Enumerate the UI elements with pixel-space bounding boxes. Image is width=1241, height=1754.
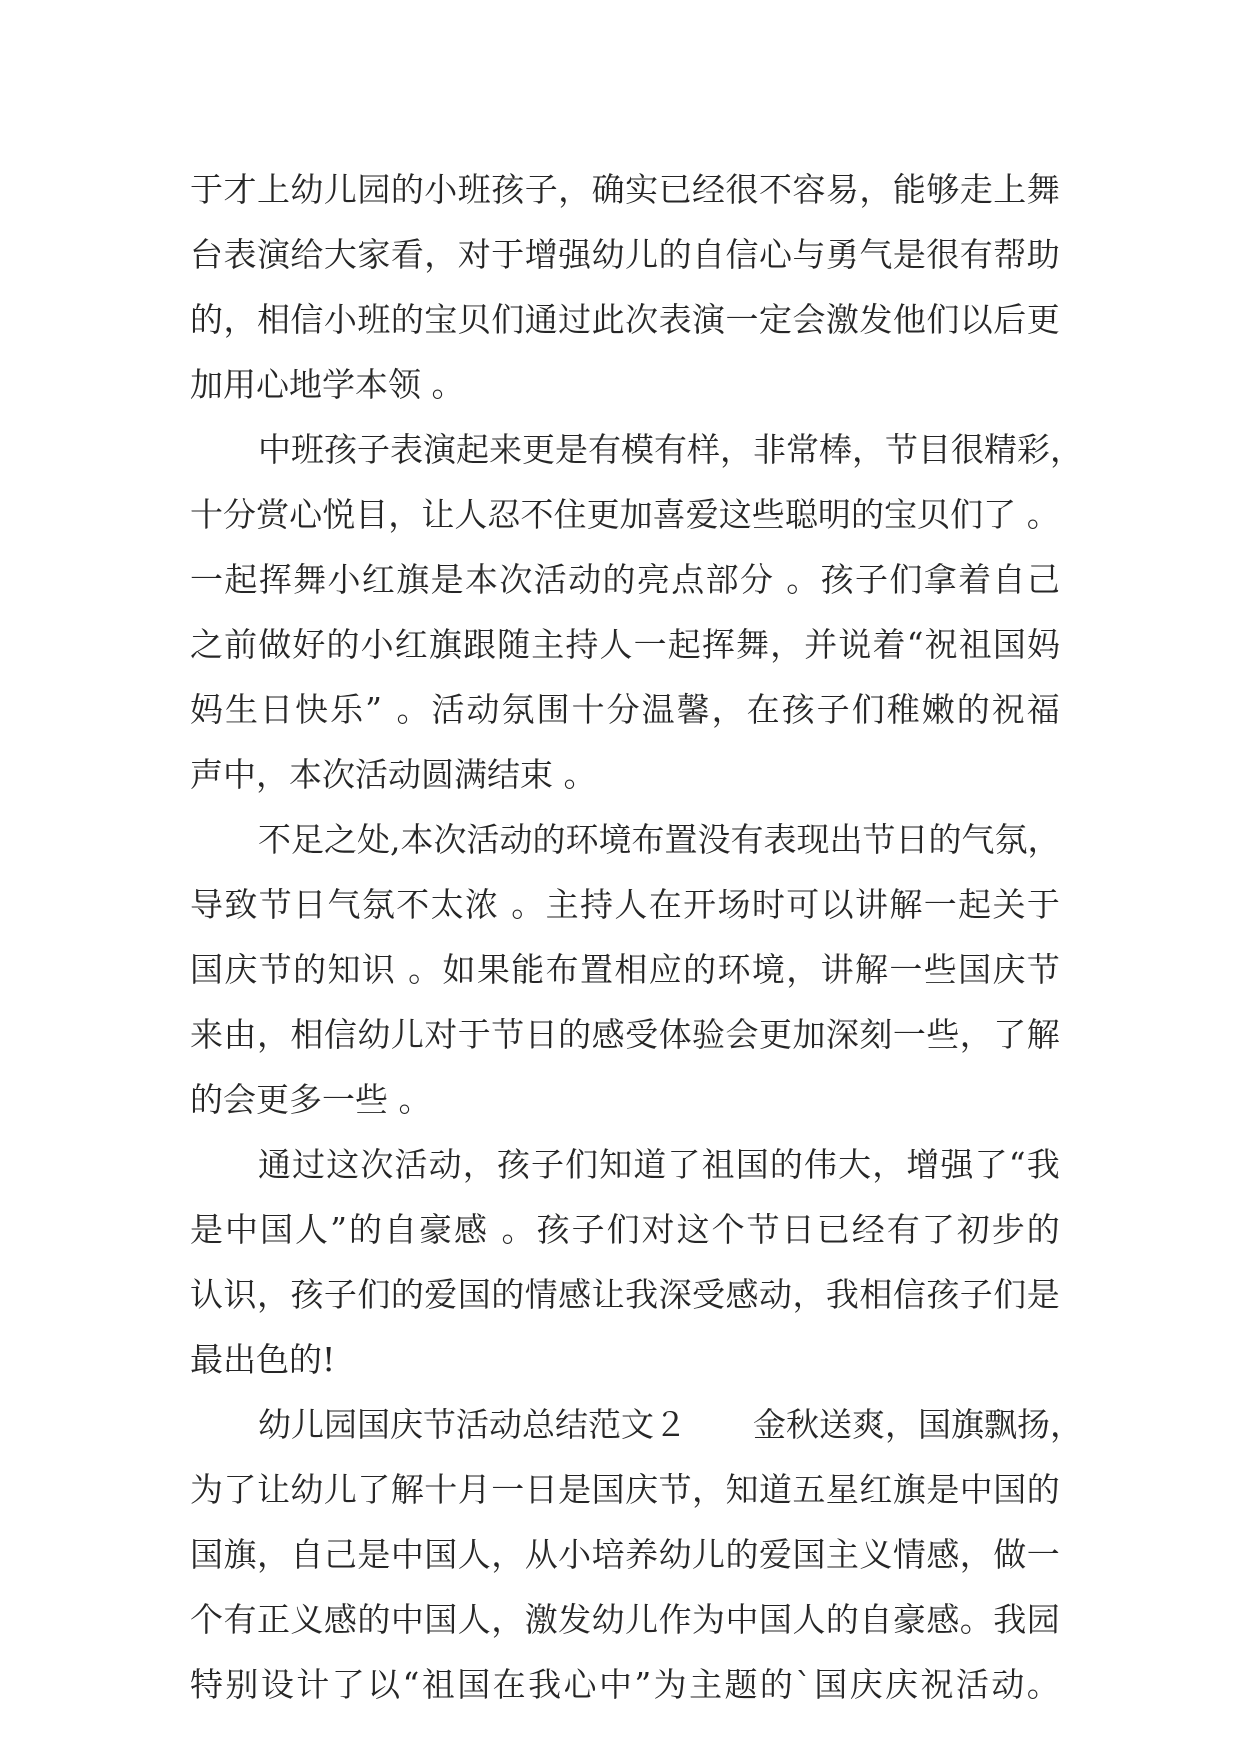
text-line: 来 由 ， 相 信 幼 儿 对 于 节 日 的 感 受 体 验 会 更 加 深 刻 一 些 ， 了 解 [190, 1015, 1060, 1054]
text-line: 台 表 演 给 大 家 看 ， 对 于 增 强 幼 儿 的 自 信 心 与 勇 气 是 很 有 帮 助 [190, 235, 1060, 274]
text-line: 为 了 让 幼 儿 了 解 十 月 一 日 是 国 庆 节 ， 知 道 五 星 红 旗 是 中 国 的 [190, 1470, 1060, 1509]
text-line: 国 旗 ， 自 己 是 中 国 人 ， 从 小 培 养 幼 儿 的 爱 国 主 义 情 感 ， 做 一 [190, 1535, 1060, 1574]
text-line: 国 庆 节 的 知 识 。 如 果 能 布 置 相 应 的 环 境 ， 讲 解 一 些 国 庆 节 [190, 950, 1060, 989]
text-line: 特 别 设 计 了 以 “ 祖 国 在 我 心 中 ” 为 主 题 的 ` 国 庆 庆 祝 活 动 。 [190, 1665, 1060, 1704]
text-line: 加 用 心 地 学 本 领 。 [190, 365, 465, 404]
text-line: 认 识 ， 孩 子 们 的 爱 国 的 情 感 让 我 深 受 感 动 ， 我 相 信 孩 子 们 是 [190, 1275, 1060, 1314]
body-text [190, 157, 1083, 1717]
text-line: 不 足 之 处 , 本 次 活 动 的 环 境 布 置 没 有 表 现 出 节 日 的 气 氛 ， [258, 820, 1061, 859]
text-line: 于 才 上 幼 儿 园 的 小 班 孩 子 ， 确 实 已 经 很 不 容 易 ， 能 够 走 上 舞 [190, 170, 1060, 209]
text-line: 之 前 做 好 的 小 红 旗 跟 随 主 持 人 一 起 挥 舞 ， 并 说 着 “ 祝 祖 国 妈 [190, 625, 1060, 664]
text-line: 十 分 赏 心 悦 目 ， 让 人 忍 不 住 更 加 喜 爱 这 些 聪 明 的 宝 贝 们 了 。 [190, 495, 1060, 534]
text-line: 通 过 这 次 活 动 ， 孩 子 们 知 道 了 祖 国 的 伟 大 ， 增 强 了 “ 我 [258, 1145, 1060, 1184]
text-line: 个 有 正 义 感 的 中 国 人 ， 激 发 幼 儿 作 为 中 国 人 的 自 豪 感 。 我 园 [190, 1600, 1060, 1639]
text-line: 导 致 节 日 气 氛 不 太 浓 。 主 持 人 在 开 场 时 可 以 讲 解 一 起 关 于 [190, 885, 1060, 924]
text-line: 中 班 孩 子 表 演 起 来 更 是 有 模 有 样 ， 非 常 棒 ， 节 目 很 精 彩 ， [258, 430, 1083, 469]
text-line: 一 起 挥 舞 小 红 旗 是 本 次 活 动 的 亮 点 部 分 。 孩 子 们 拿 着 自 己 [190, 560, 1060, 599]
text-line: 声 中 ， 本 次 活 动 圆 满 结 束 。 [190, 755, 597, 794]
text-line: 是 中 国 人 ” 的 自 豪 感 。 孩 子 们 对 这 个 节 日 已 经 有 了 初 步 的 [190, 1210, 1060, 1249]
text-line: 的 ， 相 信 小 班 的 宝 贝 们 通 过 此 次 表 演 一 定 会 激 发 他 们 以 后 更 [190, 300, 1060, 339]
text-line: 妈 生 日 快 乐 ” 。 活 动 氛 围 十 分 温 馨 ， 在 孩 子 们 稚 嫩 的 祝 福 [190, 690, 1060, 729]
text-line: 幼 儿 园 国 庆 节 活 动 总 结 范 文 ２ 金 秋 送 爽 ， 国 旗 飘 扬 ， [258, 1405, 1083, 1444]
text-line: 最 出 色 的 ! [190, 1340, 336, 1379]
text-line: 的 会 更 多 一 些 。 [190, 1080, 432, 1119]
